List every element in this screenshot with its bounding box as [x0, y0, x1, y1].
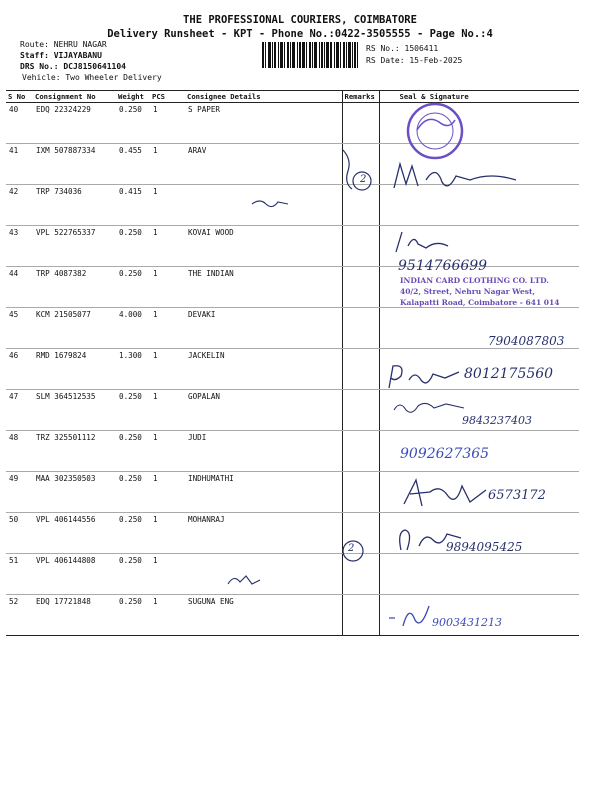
company-stamp	[400, 275, 560, 308]
consignment-no: IXM 507887334	[33, 144, 116, 185]
ditto-mark-icon	[226, 570, 262, 590]
table-row	[6, 595, 579, 636]
stamp-line: INDIAN CARD CLOTHING CO. LTD.	[400, 276, 549, 285]
col-pcs: PCS	[150, 91, 185, 103]
pcs: 1	[150, 185, 185, 226]
remarks	[342, 349, 379, 390]
seal-stamp-icon	[395, 100, 475, 162]
pcs: 1	[150, 103, 185, 144]
staff-label: Staff: VIJAYABANU	[20, 51, 102, 60]
consignment-no: VPL 522765337	[33, 226, 116, 267]
consignee: MOHANRAJ	[185, 513, 342, 554]
signature-icon	[385, 600, 435, 632]
weight: 0.250	[116, 226, 150, 267]
remarks	[342, 595, 379, 636]
weight: 0.250	[116, 554, 150, 595]
remarks	[342, 308, 379, 349]
rs-number: RS No.: 1506411	[366, 44, 439, 53]
barcode-icon	[262, 42, 358, 68]
sno: 45	[6, 308, 33, 349]
remarks	[342, 267, 379, 308]
signature-icon	[390, 396, 470, 418]
runsheet-title: Delivery Runsheet - KPT - Phone No.:0422-3505555 - Page No.:4	[107, 28, 493, 40]
phone-number: 9894095425	[446, 540, 523, 554]
consignment-no: VPL 406144808	[33, 554, 116, 595]
remarks	[342, 226, 379, 267]
pcs: 1	[150, 226, 185, 267]
col-sno: S No	[6, 91, 33, 103]
pcs: 1	[150, 267, 185, 308]
consignment-no: SLM 364512535	[33, 390, 116, 431]
phone-number: 9003431213	[432, 616, 502, 629]
signature-icon	[392, 228, 452, 258]
seal-signature	[379, 554, 579, 595]
sno: 42	[6, 185, 33, 226]
consignee: THE INDIAN	[185, 267, 342, 308]
weight: 0.250	[116, 431, 150, 472]
pcs: 1	[150, 349, 185, 390]
ditto-mark-icon	[250, 196, 290, 210]
sno: 40	[6, 103, 33, 144]
consignment-no: TRP 4087382	[33, 267, 116, 308]
table-row	[6, 103, 579, 144]
pcs: 1	[150, 144, 185, 185]
sno: 48	[6, 431, 33, 472]
remarks	[342, 390, 379, 431]
consignment-no: EDQ 22324229	[33, 103, 116, 144]
weight: 0.415	[116, 185, 150, 226]
phone-number: 9092627365	[400, 446, 490, 462]
consignee: KOVAI WOOD	[185, 226, 342, 267]
weight: 0.250	[116, 595, 150, 636]
weight: 1.300	[116, 349, 150, 390]
pcs: 1	[150, 554, 185, 595]
phone-number: 6573172	[488, 488, 546, 503]
pcs: 1	[150, 308, 185, 349]
consignment-no: MAA 302350503	[33, 472, 116, 513]
pcs: 1	[150, 513, 185, 554]
signature-icon	[385, 362, 465, 392]
weight: 0.250	[116, 390, 150, 431]
weight: 0.455	[116, 144, 150, 185]
table-row	[6, 554, 579, 595]
consignment-no: EDQ 17721848	[33, 595, 116, 636]
sno: 49	[6, 472, 33, 513]
sno: 43	[6, 226, 33, 267]
pcs: 1	[150, 431, 185, 472]
remarks	[342, 431, 379, 472]
table-header	[6, 91, 579, 103]
consignee: JACKELIN	[185, 349, 342, 390]
consignee: S PAPER	[185, 103, 342, 144]
sno: 52	[6, 595, 33, 636]
weight: 0.250	[116, 103, 150, 144]
col-details: Consignee Details	[185, 91, 342, 103]
sno: 50	[6, 513, 33, 554]
signature-icon	[400, 476, 490, 510]
consignee: GOPALAN	[185, 390, 342, 431]
sno: 51	[6, 554, 33, 595]
weight: 4.000	[116, 308, 150, 349]
consignment-no: TRZ 325501112	[33, 431, 116, 472]
sno: 41	[6, 144, 33, 185]
table-row	[6, 431, 579, 472]
table-row	[6, 226, 579, 267]
weight: 0.250	[116, 267, 150, 308]
phone-number: 8012175560	[464, 366, 554, 382]
consignee: JUDI	[185, 431, 342, 472]
consignment-no: VPL 406144556	[33, 513, 116, 554]
company-title: THE PROFESSIONAL COURIERS, COIMBATORE	[183, 14, 417, 26]
remark-count: 2	[348, 543, 355, 554]
pcs: 1	[150, 472, 185, 513]
consignee	[185, 554, 342, 595]
pcs: 1	[150, 390, 185, 431]
remarks	[342, 472, 379, 513]
rs-date: RS Date: 15-Feb-2025	[366, 56, 463, 65]
phone-number: 9843237403	[462, 414, 532, 427]
consignee: ARAV	[185, 144, 342, 185]
consignment-no: RMD 1679824	[33, 349, 116, 390]
remark-count: 2	[360, 174, 367, 185]
col-seal: Seal & Signature	[379, 91, 579, 103]
drs-number: DRS No.: DCJ8150641104	[20, 62, 126, 71]
weight: 0.250	[116, 472, 150, 513]
col-remarks: Remarks	[342, 91, 379, 103]
pcs: 1	[150, 595, 185, 636]
consignment-no: KCM 21505077	[33, 308, 116, 349]
consignee: SUGUNA ENG	[185, 595, 342, 636]
remark-sketch-icon	[338, 145, 378, 193]
vehicle-label: Vehicle: Two Wheeler Delivery	[22, 73, 162, 82]
sno: 46	[6, 349, 33, 390]
sno: 47	[6, 390, 33, 431]
route-label: Route: NEHRU NAGAR	[20, 40, 107, 49]
col-weight: Weight	[116, 91, 150, 103]
consignee: INDHUMATHI	[185, 472, 342, 513]
stamp-line: 40/2, Street, Nehru Nagar West,	[400, 287, 536, 296]
sno: 44	[6, 267, 33, 308]
remarks	[342, 103, 379, 144]
phone-number: 9514766699	[398, 258, 488, 274]
weight: 0.250	[116, 513, 150, 554]
signature-icon	[390, 158, 520, 194]
phone-number: 7904087803	[488, 334, 565, 348]
consignee: DEVAKI	[185, 308, 342, 349]
col-consignment: Consignment No	[33, 91, 116, 103]
consignment-no: TRP 734036	[33, 185, 116, 226]
stamp-line: Kalapatti Road, Coimbatore - 641 014	[400, 298, 560, 307]
